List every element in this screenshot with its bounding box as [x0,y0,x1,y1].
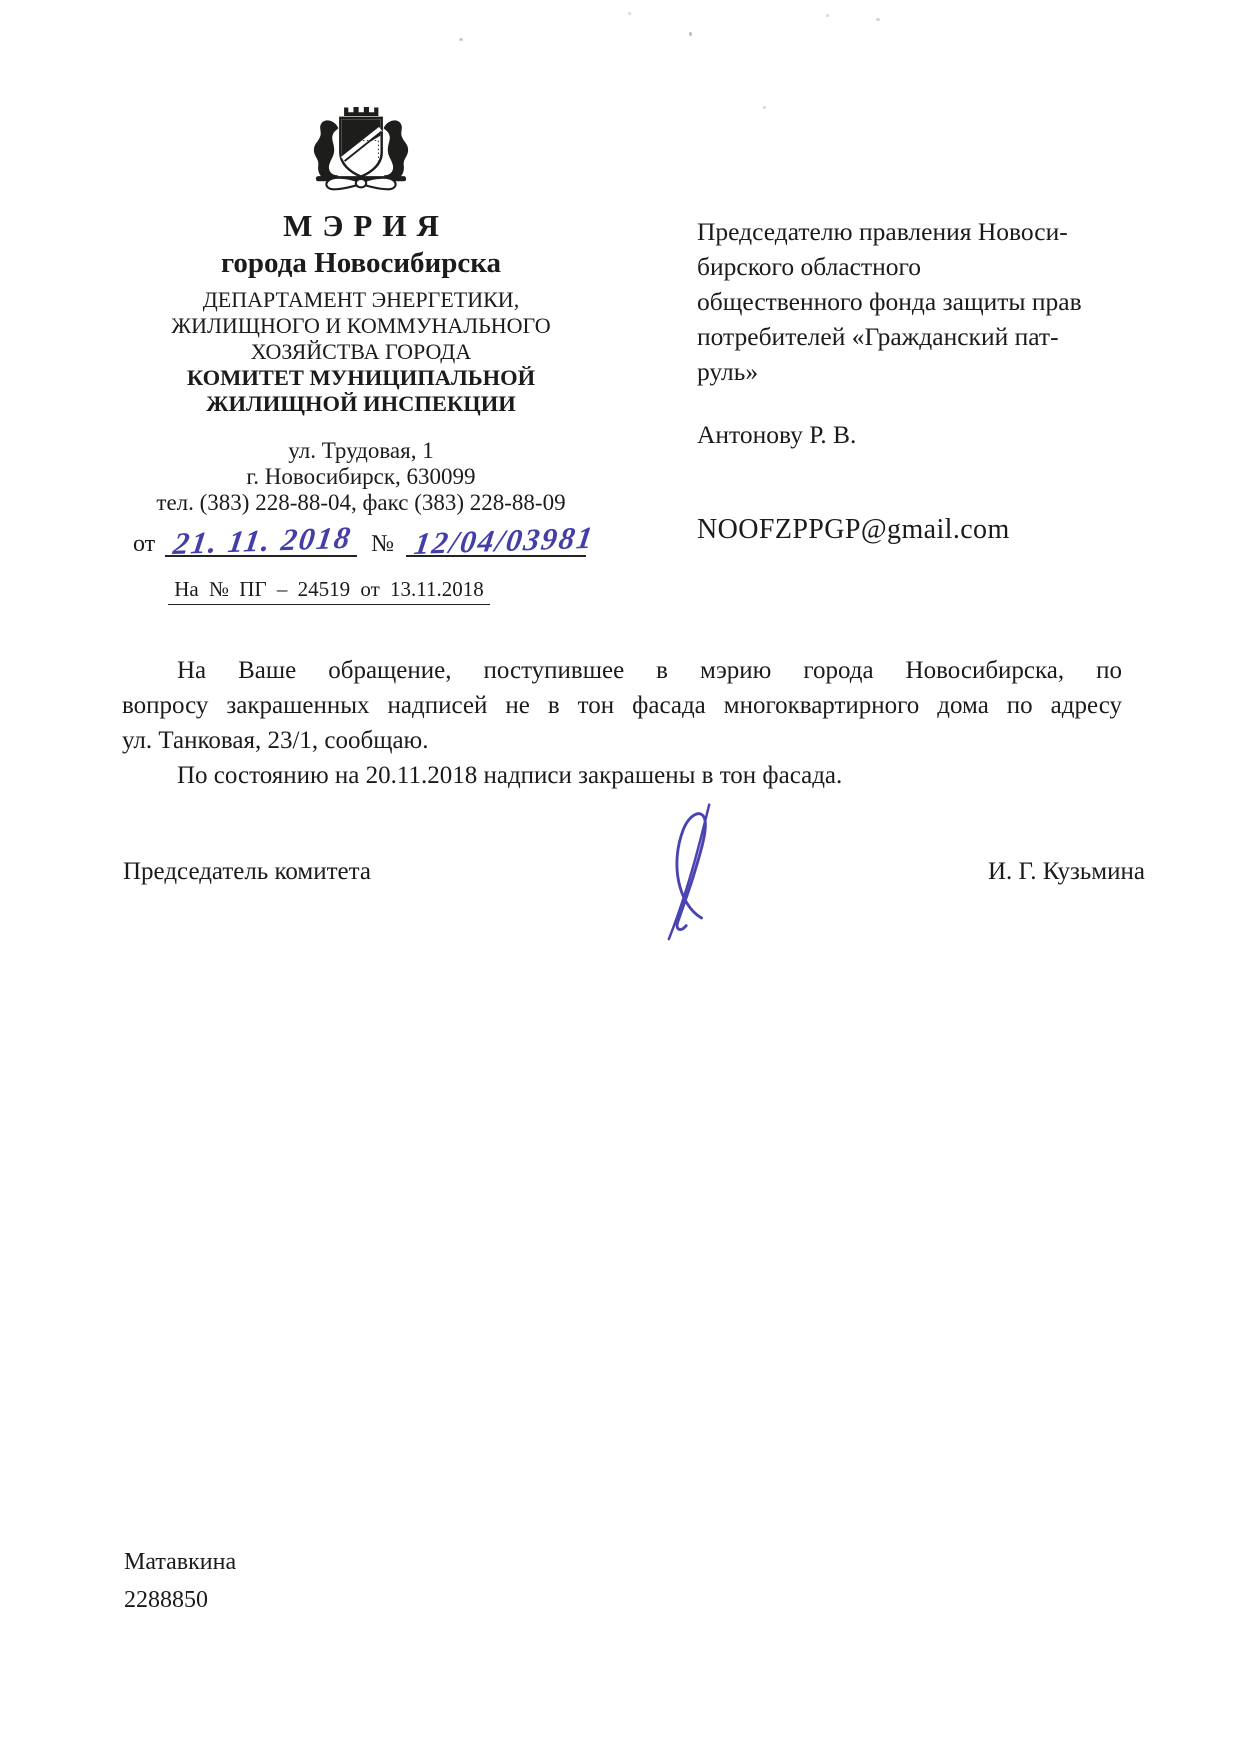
committee-line: КОМИТЕТ МУНИЦИПАЛЬНОЙ [186,365,536,390]
address-city: г. Новосибирск, 630099 [246,464,476,489]
scan-noise-speck [689,32,692,36]
handwritten-signature-icon [642,796,738,942]
outgoing-date-field [165,519,357,562]
org-address [115,438,607,490]
recipient-line: общественного фонда защиты прав [697,287,1082,316]
recipient-line: Председателю правления Новоси- [697,217,1068,246]
novosibirsk-coat-of-arms-icon [302,100,420,194]
address-street: ул. Трудовая, 1 [288,438,434,463]
recipient-email: NOOFZPPGP@gmail.com [697,514,1010,545]
signer-position-title: Председатель комитета [123,858,371,885]
department-line: ЖИЛИЩНОГО И КОММУНАЛЬНОГО [171,313,551,338]
scan-noise-speck [628,12,631,15]
signer-name: И. Г. Кузьмина [988,858,1145,885]
scan-noise-speck [826,14,829,17]
committee-line: ЖИЛИЩНОЙ ИНСПЕКЦИИ [206,391,516,416]
letterhead [115,100,607,605]
body-line: вопросу закрашенных надписей не в тон фасада многоквартирного дома по адресу [122,692,1122,719]
scan-noise-speck [763,106,766,109]
department-line: ХОЗЯЙСТВА ГОРОДА [250,339,472,364]
executor-phone: 2288850 [124,1587,208,1613]
incoming-reference-text: На № ПГ – 24519 от 13.11.2018 [168,577,489,605]
body-line: ул. Танковая, 23/1, сообщаю. [122,727,429,754]
scan-noise-speck [459,38,463,41]
executor-name: Матавкина [124,1549,237,1575]
outgoing-number-field [406,519,597,562]
body-line: На Ваше обращение, поступившее в мэрию города Новосибирска, по [177,657,1122,684]
executor-block [124,1543,236,1619]
recipient-line: руль» [697,357,759,386]
outgoing-number-label: № [371,531,395,557]
recipient-line: потребителей «Гражданский пат- [697,322,1059,351]
scan-noise-speck [876,18,880,21]
incoming-reference-line [83,577,575,605]
org-subtitle: города Новосибирска [220,247,502,279]
handwritten-number: 12/04/03981 [412,519,597,562]
outgoing-date-number-row [115,519,607,562]
handwritten-date: 21. 11. 2018 [171,519,355,562]
recipient-block [697,214,1147,547]
department-name [115,287,607,365]
outgoing-date-label: от [133,531,156,557]
recipient-line: бирского областного [697,252,922,281]
committee-name [115,365,607,417]
recipient-address [697,214,1147,389]
recipient-name: Антонову Р. В. [697,420,857,449]
org-phone-fax: тел. (383) 228-88-04, факс (383) 228-88-09 [156,490,566,515]
body-line: По состоянию на 20.11.2018 надписи закрашены в тон фасада. [177,762,843,789]
letter-body [122,653,1122,793]
org-title: МЭРИЯ [283,208,449,243]
department-line: ДЕПАРТАМЕНТ ЭНЕРГЕТИКИ, [202,287,520,312]
